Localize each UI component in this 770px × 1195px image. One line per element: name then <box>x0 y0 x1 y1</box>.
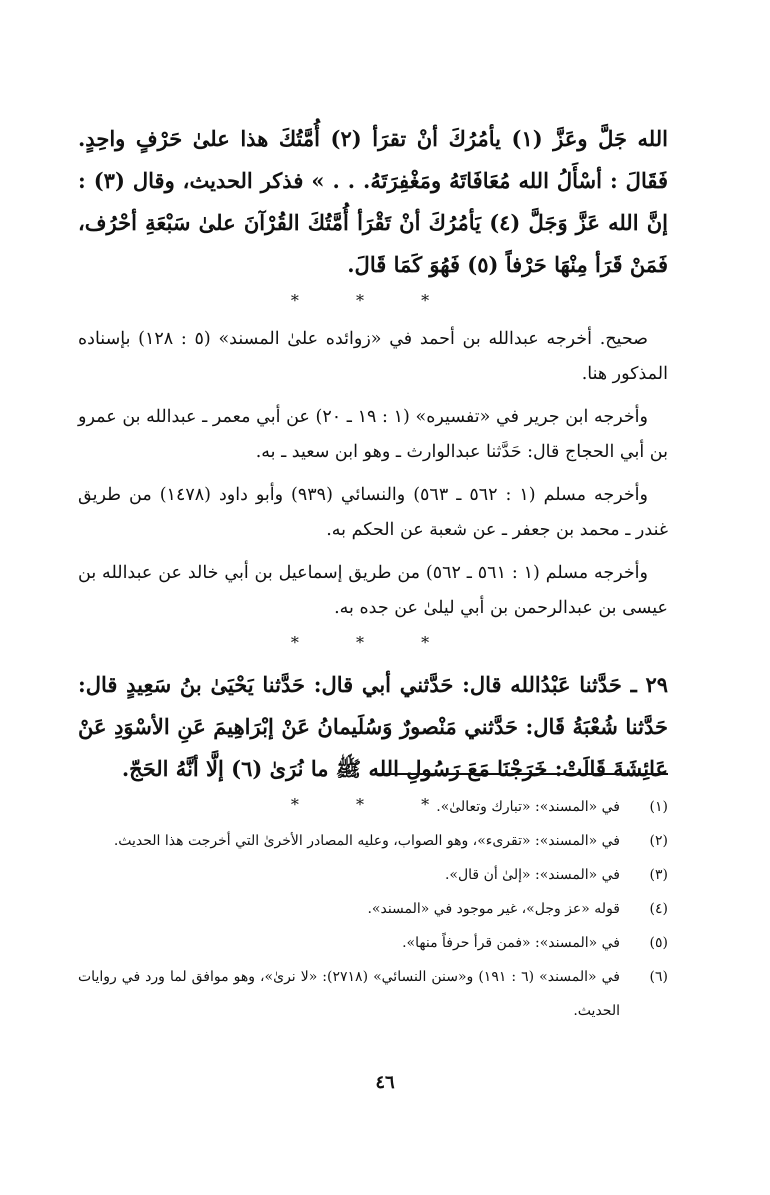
footnote-text: في «المسند»: «تبارك وتعالىٰ». <box>436 799 620 815</box>
footnote-number: (٥) <box>649 935 668 951</box>
page-content <box>78 118 669 1019</box>
footnote-text: في «المسند»: «فمن قرأ حرفاً منها». <box>402 935 620 951</box>
footnote-number: (٦) <box>649 969 668 985</box>
takhrij-paragraph-1: صحيح. أخرجه عبدالله بن أحمد في «زوائده علىٰ المسند» (٥ : ١٢٨) بإسناده المذكور هنا. <box>78 329 668 384</box>
page-number: ٤٦ <box>375 1072 395 1093</box>
footnote-separator-line <box>378 773 668 775</box>
footnote-item <box>78 960 668 1028</box>
footnote-text: قوله «عز وجل»، غير موجود في «المسند». <box>367 901 620 917</box>
section-separator-stars: * * * <box>290 633 456 652</box>
takhrij-paragraph-4: وأخرجه مسلم (١ : ٥٦١ ـ ٥٦٢) من طريق إسماعيل بن أبي خالد عن عبدالله بن عيسى بن عبدالرحمن بن أبي ليلىٰ عن جده به. <box>78 563 668 618</box>
takhrij-paragraph-2: وأخرجه ابن جرير في «تفسيره» (١ : ١٩ ـ ٢٠) عن أبي معمر ـ عبدالله بن عمرو بن أبي الحجاج قال: حَدَّثنا عبدالوارث ـ وهو ابن سعيد ـ به. <box>78 407 668 462</box>
footnote-text: في «المسند»: «إلىٰ أن قال». <box>444 867 620 883</box>
takhrij-paragraph-3: وأخرجه مسلم (١ : ٥٦٢ ـ ٥٦٣) والنسائي (٩٣٩) وأبو داود (١٤٧٨) من طريق غندر ـ محمد بن جعفر ـ عن شعبة عن الحكم به. <box>78 485 668 540</box>
hadith-text-continued: الله جَلَّ وعَزَّ (١) يأمُرُكَ أنْ تقرَأ (٢) أُمَّتُكَ هذا علىٰ حَرْفٍ واحِدٍ. فَقَالَ : أسْأَلُ الله مُعَافَاتَهُ ومَغْفِرَتَهُ. . . » فذكر الحديث، وقال (٣) : إنَّ الله عَزَّ وَجَلَّ (٤) يَأمُرُكَ أنْ تَقْرَأ أُمَّتُكَ القُرْآنَ علىٰ سَبْعَةِ أحْرُف، فَمَنْ قَرَأ مِنْهَا حَرْفاً (٥) فَهُوَ كَمَا قَالَ. <box>78 126 669 277</box>
footnote-item <box>78 858 668 892</box>
footnote-number: (٢) <box>649 833 668 849</box>
footnote-item <box>78 790 668 824</box>
footnote-text: في «المسند»: «تقرىء»، وهو الصواب، وعليه المصادر الأخرىٰ التي أخرجت هذا الحديث. <box>113 833 620 849</box>
footnote-item <box>78 824 668 858</box>
footnote-number: (٤) <box>649 901 668 917</box>
footnote-item <box>78 892 668 926</box>
section-separator-stars: * * * <box>290 291 456 310</box>
footnote-separator <box>78 773 668 775</box>
footnote-number: (٣) <box>649 867 668 883</box>
footnotes-list <box>78 790 668 1028</box>
footnote-item <box>78 926 668 960</box>
footnote-number: (١) <box>649 799 668 815</box>
takhrij-section <box>78 322 668 626</box>
footnote-text: في «المسند» (٦ : ١٩١) و«سنن النسائي» (٢٧١٨): «لا نرىٰ»، وهو موافق لما ورد في روايات الحديث. <box>78 969 620 1019</box>
section-separator-stars: * * * <box>290 795 456 814</box>
hadith-29-text: ٢٩ ـ حَدَّثنا عَبْدُالله قال: حَدَّثني أبي قال: حَدَّثنا يَحْيَىٰ بنُ سَعِيدٍ قال: حَدَّثنا شُعْبَةُ قَال: حَدَّثني مَنْصورٌ وَسُلَيمانُ عَنْ إبْرَاهِيمَ عَنِ الأسْوَدِ عَنْ عَائِشَةَ قَالَتْ: خَرَجْنَا مَعَ رَسُولِ الله ﷺ ما نُرَىٰ (٦) إلَّا أنَّهُ الحَجّ. <box>78 672 668 781</box>
